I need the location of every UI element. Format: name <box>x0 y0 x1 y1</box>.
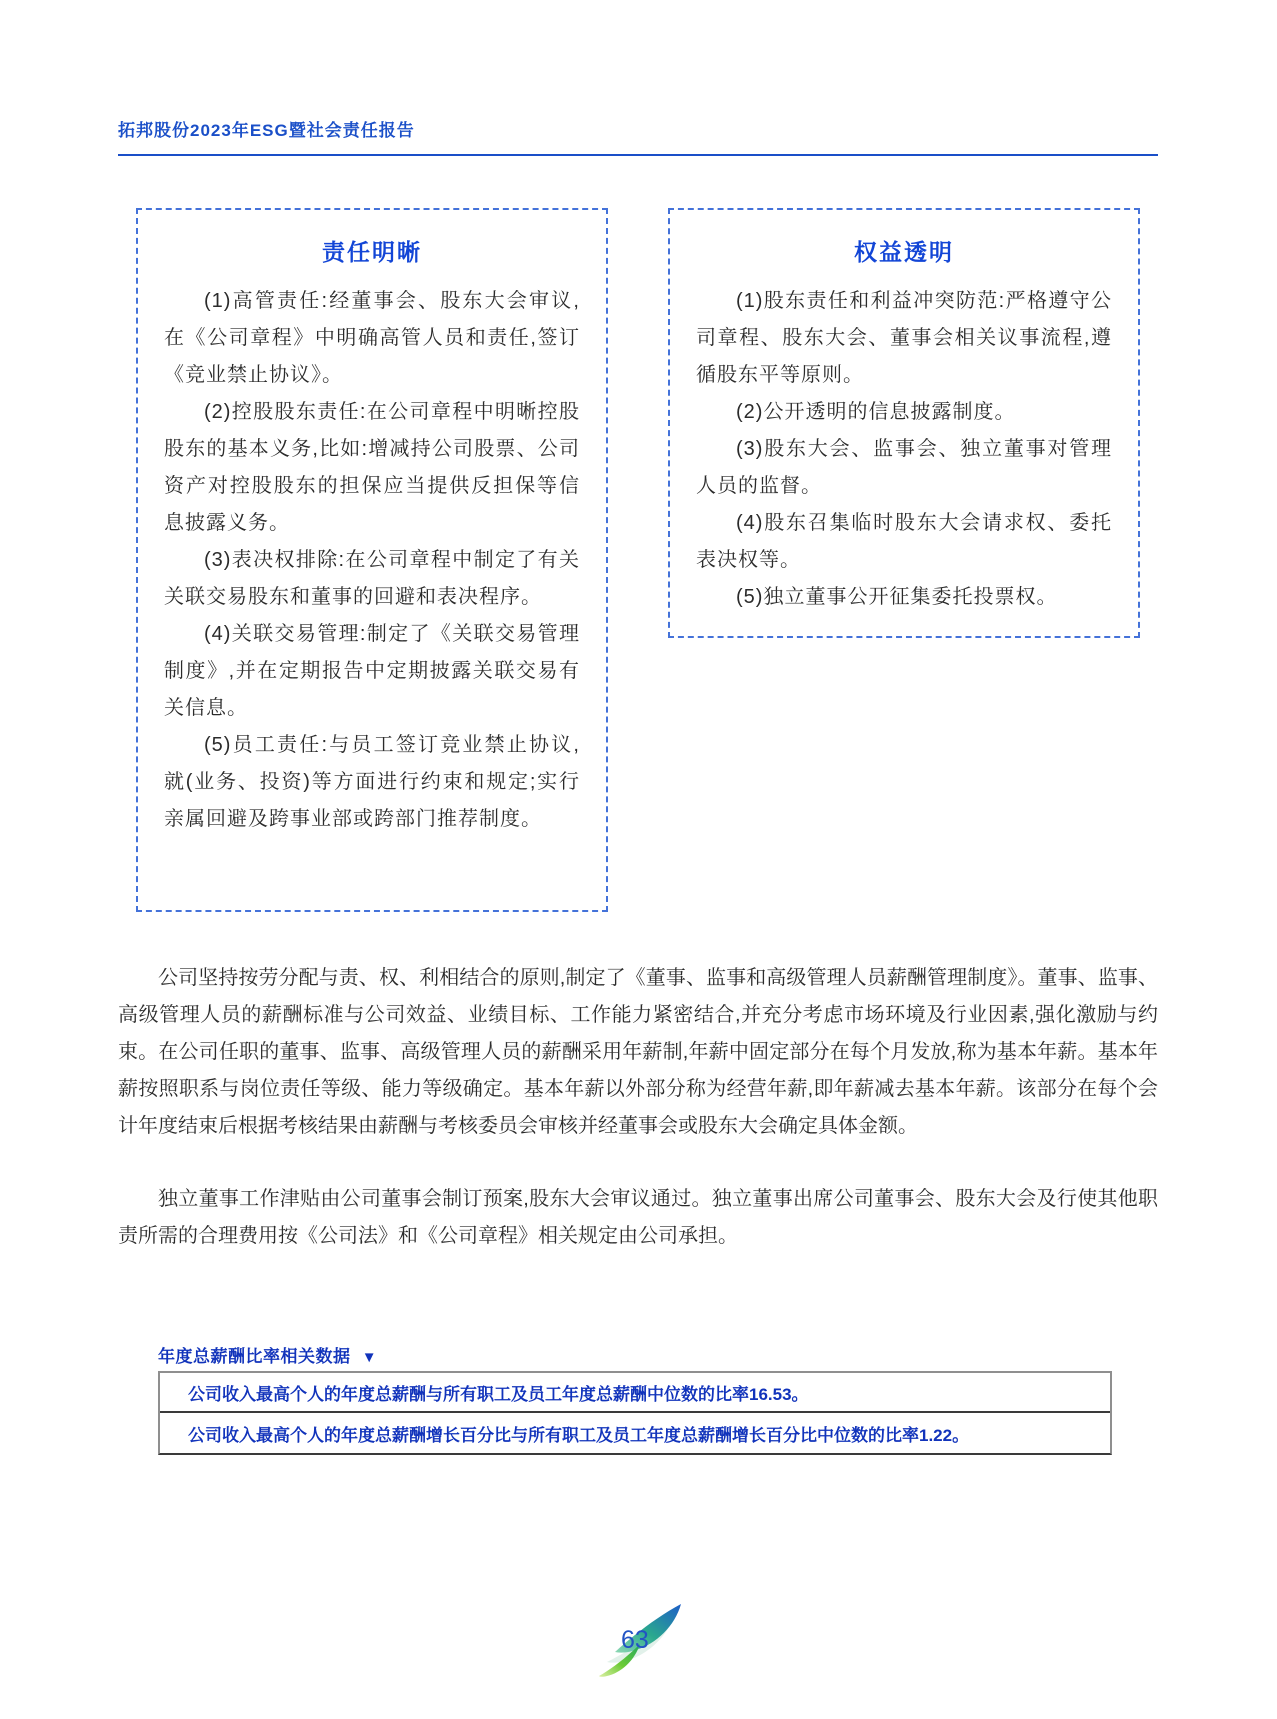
page-number: 63 <box>621 1626 649 1654</box>
box-rights-title: 权益透明 <box>854 239 954 265</box>
box-responsibility-title: 责任明晰 <box>322 239 422 265</box>
triangle-down-icon: ▼ <box>361 1349 378 1366</box>
box-paragraph: (3)表决权排除:在公司章程中制定了有关关联交易股东和董事的回避和表决程序。 <box>164 549 580 608</box>
box-paragraph: (5)员工责任:与员工签订竞业禁止协议,就(业务、投资)等方面进行约束和规定;实行亲属回避及跨事业部或跨部门推荐制度。 <box>164 734 580 830</box>
box-paragraph: (3)股东大会、监事会、独立董事对管理人员的监督。 <box>696 438 1112 497</box>
report-title: 拓邦股份2023年ESG暨社会责任报告 <box>118 121 415 140</box>
box-paragraph: (4)关联交易管理:制定了《关联交易管理制度》,并在定期报告中定期披露关联交易有关信息。 <box>164 623 580 719</box>
box-paragraph: (2)公开透明的信息披露制度。 <box>736 401 1016 423</box>
governance-boxes <box>136 208 1140 912</box>
report-header <box>118 116 1158 156</box>
box-paragraph: (1)股东责任和利益冲突防范:严格遵守公司章程、股东大会、董事会相关议事流程,遵循股东平等原则。 <box>696 290 1112 386</box>
data-table-label-text: 年度总薪酬比率相关数据 <box>158 1347 351 1366</box>
salary-ratio-table <box>158 1371 1112 1455</box>
table-row <box>160 1373 1110 1413</box>
table-row-text: 公司收入最高个人的年度总薪酬与所有职工及员工年度总薪酬中位数的比率16.53。 <box>188 1384 809 1404</box>
table-row-text: 公司收入最高个人的年度总薪酬增长百分比与所有职工及员工年度总薪酬增长百分比中位数的比率1.22。 <box>188 1425 970 1445</box>
box-rights-transparency <box>668 208 1140 638</box>
box-paragraph: (1)高管责任:经董事会、股东大会审议,在《公司章程》中明确高管人员和责任,签订《竞业禁止协议》。 <box>164 290 580 386</box>
data-table-label <box>158 1342 377 1367</box>
independent-director-paragraph: 独立董事工作津贴由公司董事会制订预案,股东大会审议通过。独立董事出席公司董事会、股东大会及行使其他职责所需的合理费用按《公司法》和《公司章程》相关规定由公司承担。 <box>118 1188 1158 1247</box>
box-paragraph: (5)独立董事公开征集委托投票权。 <box>736 586 1058 608</box>
salary-policy-section <box>118 960 1158 1255</box>
box-paragraph: (4)股东召集临时股东大会请求权、委托表决权等。 <box>696 512 1112 571</box>
salary-policy-paragraph: 公司坚持按劳分配与责、权、利相结合的原则,制定了《董事、监事和高级管理人员薪酬管理制度》。董事、监事、高级管理人员的薪酬标准与公司效益、业绩目标、工作能力紧密结合,并充分考虑市场环境及行业因素,强化激励与约束。在公司任职的董事、监事、高级管理人员的薪酬采用年薪制,年薪中固定部分在每个月发放,称为基本年薪。基本年薪按照职系与岗位责任等级、能力等级确定。基本年薪以外部分称为经营年薪,即年薪减去基本年薪。该部分在每个会计年度结束后根据考核结果由薪酬与考核委员会审核并经董事会或股东大会确定具体金额。 <box>118 967 1158 1137</box>
page-footer <box>595 1598 685 1680</box>
box-paragraph: (2)控股股东责任:在公司章程中明晰控股股东的基本义务,比如:增减持公司股票、公司资产对控股股东的担保应当提供反担保等信息披露义务。 <box>164 401 580 534</box>
box-responsibility-clarity <box>136 208 608 912</box>
table-row <box>160 1413 1110 1453</box>
